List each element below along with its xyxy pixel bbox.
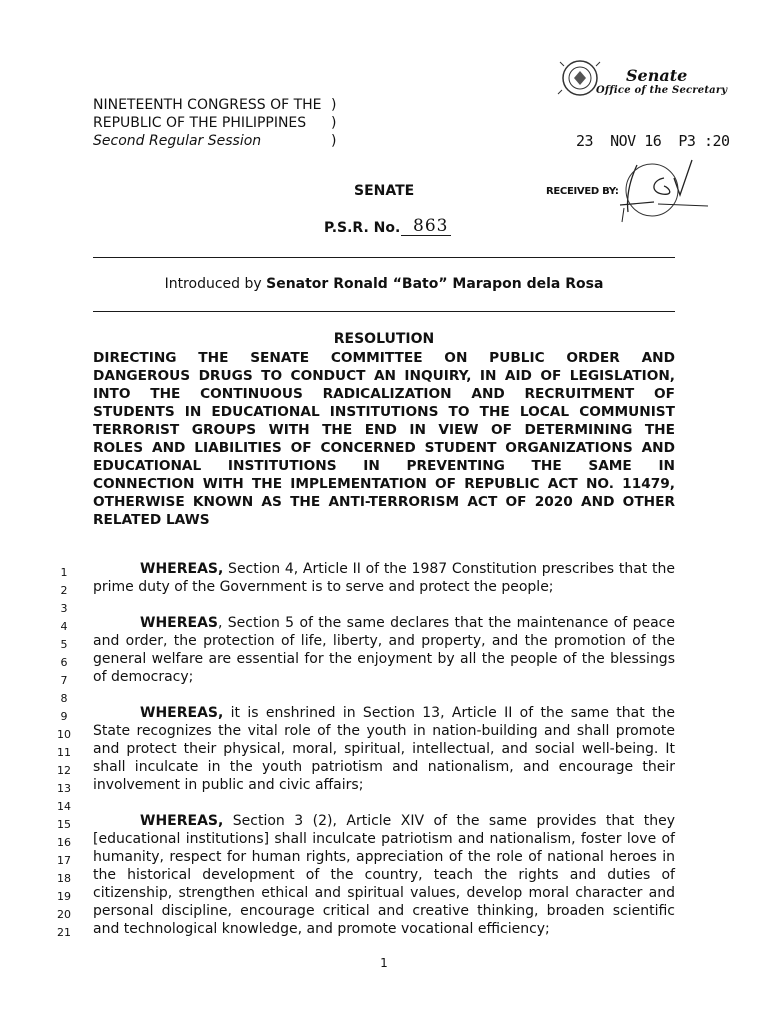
line-number: 7 xyxy=(60,674,68,687)
session-line: Second Regular Session ) xyxy=(93,133,337,149)
line-number: 2 xyxy=(60,584,68,597)
line-number: 14 xyxy=(57,800,71,813)
line-number: 19 xyxy=(57,890,71,903)
introduced-by: Introduced by Senator Ronald “Bato” Marapon dela Rosa xyxy=(164,276,604,292)
line-number: 21 xyxy=(57,926,71,939)
title-line: EDUCATIONAL INSTITUTIONS IN PREVENTING THE SAME IN xyxy=(93,458,675,474)
line-number: 12 xyxy=(57,764,71,777)
line-number: 1 xyxy=(60,566,68,579)
received-signature xyxy=(612,150,712,225)
line-number: 9 xyxy=(60,710,68,723)
page-number: 1 xyxy=(380,956,388,970)
line-number: 16 xyxy=(57,836,71,849)
title-line: ROLES AND LIABILITIES OF CONCERNED STUDENT ORGANIZATIONS AND xyxy=(93,440,675,456)
line-number: 17 xyxy=(57,854,71,867)
stamp-senate: Senate xyxy=(626,66,688,85)
line-number: 8 xyxy=(60,692,68,705)
title-line: STUDENTS IN EDUCATIONAL INSTITUTIONS TO THE LOCAL COMMUNIST xyxy=(93,404,675,420)
line-number: 5 xyxy=(60,638,68,651)
republic-line: REPUBLIC OF THE PHILIPPINES ) xyxy=(93,115,337,131)
resolution-title xyxy=(93,349,675,529)
title-line: TERRORIST GROUPS WITH THE END IN VIEW OF DETERMINING THE xyxy=(93,422,675,438)
psr-number: 863 xyxy=(413,216,449,236)
line-number: 20 xyxy=(57,908,71,921)
congress-line: NINETEENTH CONGRESS OF THE ) xyxy=(93,97,337,113)
line-number: 11 xyxy=(57,746,71,759)
title-line: DIRECTING THE SENATE COMMITTEE ON PUBLIC ORDER AND xyxy=(93,350,675,366)
line-numbers xyxy=(52,563,76,941)
whereas-clause-2: WHEREAS, Section 5 of the same declares that the maintenance of peace and order, the protection of life, liberty, and property, and the promotion of the general welfare are essential for the enjoyment by all the people of the blessings of democracy; xyxy=(93,615,675,685)
line-number: 18 xyxy=(57,872,71,885)
title-line: DANGEROUS DRUGS TO CONDUCT AN INQUIRY, IN AID OF LEGISLATION, xyxy=(93,368,675,384)
stamp-date: 23 NOV 16 P3 :20 xyxy=(576,132,730,150)
received-by-label: RECEIVED BY: xyxy=(546,186,619,197)
title-line: RELATED LAWS xyxy=(93,512,210,528)
top-rule xyxy=(93,257,675,258)
senator-name: Senator Ronald “Bato” Marapon dela Rosa xyxy=(266,276,604,292)
line-number: 4 xyxy=(60,620,68,633)
psr-label: P.S.R. No. xyxy=(324,220,401,236)
line-number: 3 xyxy=(60,602,68,615)
whereas-clause-4: WHEREAS, Section 3 (2), Article XIV of the same provides that they [educational institutions] shall inculcate patriotism and nationalism, foster love of humanity, respect for human rights, appreciation of the role of national heroes in the historical development of the country, teach the rights and duties of citizenship, strengthen ethical and spiritual values, develop moral character and personal discipline, encourage critical and creative thinking, broaden scientific and technological knowledge, and promote vocational efficiency; xyxy=(93,813,675,937)
line-number: 6 xyxy=(60,656,68,669)
title-line: CONNECTION WITH THE IMPLEMENTATION OF REPUBLIC ACT NO. 11479, xyxy=(93,476,675,492)
resolution-heading: RESOLUTION xyxy=(333,331,435,347)
line-number: 15 xyxy=(57,818,71,831)
title-line: OTHERWISE KNOWN AS THE ANTI-TERRORISM ACT OF 2020 AND OTHER xyxy=(93,494,675,510)
chamber-title: SENATE xyxy=(354,183,415,199)
psr-underline xyxy=(401,235,451,236)
bottom-rule xyxy=(93,311,675,312)
stamp-office: Office of the Secretary xyxy=(596,85,728,96)
whereas-clause-3: WHEREAS, it is enshrined in Section 13, Article II of the same that the State recognizes the vital role of the youth in nation-building and shall promote and protect their physical, moral, spiritual, intellectual, and social well-being. It shall inculcate in the youth patriotism and nationalism, and encourage their involvement in public and civic affairs; xyxy=(93,705,675,793)
title-line: INTO THE CONTINUOUS RADICALIZATION AND RECRUITMENT OF xyxy=(93,386,675,402)
line-number: 10 xyxy=(57,728,71,741)
whereas-clause-1: WHEREAS, Section 4, Article II of the 1987 Constitution prescribes that the prime duty of the Government is to serve and protect the people; xyxy=(93,561,675,595)
line-number: 13 xyxy=(57,782,71,795)
congress-header xyxy=(93,96,353,150)
